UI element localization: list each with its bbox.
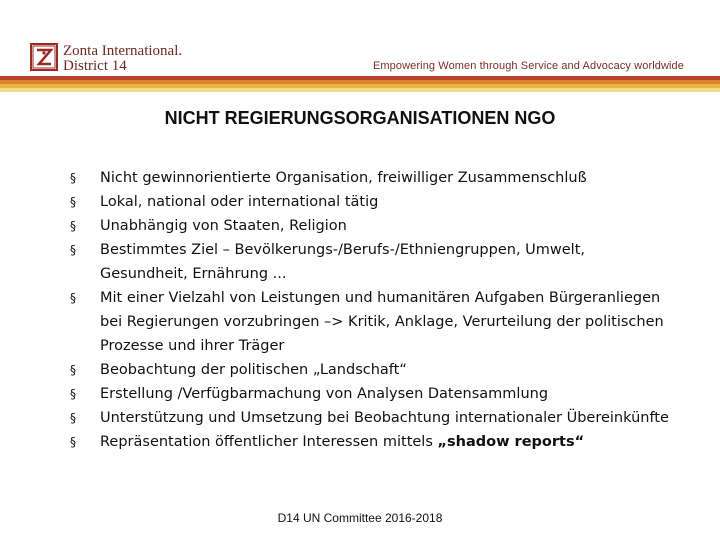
bullet-icon: § [70, 435, 76, 449]
slide-header [0, 0, 720, 100]
bullet-icon: § [70, 195, 76, 209]
stripe-4 [0, 88, 720, 92]
header-stripes [0, 76, 720, 94]
list-item [70, 382, 670, 406]
bullet-text: Repräsentation öffentlicher Interessen mittels [100, 434, 433, 450]
slide-footer: D14 UN Committee 2016-2018 [277, 511, 443, 525]
bullet-text: Unterstützung und Umsetzung bei Beobachtung internationaler Übereinkünfte [100, 410, 669, 426]
bullet-text: Bestimmtes Ziel – Bevölkerungs-/Berufs-/Ethniengruppen, Umwelt, Gesundheit, Ernährung ... [100, 242, 585, 282]
bullet-icon: § [70, 411, 76, 425]
logo-line-2: District 14 [63, 58, 127, 74]
bullet-text: Unabhängig von Staaten, Religion [100, 218, 347, 234]
list-item [70, 430, 670, 454]
bullet-text: Erstellung /Verfügbarmachung von Analysen Datensammlung [100, 386, 549, 402]
logo-line-1: Zonta International. [63, 43, 183, 59]
bullet-icon: § [70, 291, 76, 305]
list-item [70, 358, 670, 382]
logo-wordmark [63, 44, 182, 74]
bullet-bold-text: „shadow reports“ [437, 434, 585, 450]
list-item [70, 286, 670, 358]
slide-title: NICHT REGIERUNGSORGANISATIONEN NGO [164, 108, 556, 128]
zonta-logo-icon [30, 43, 58, 71]
bullet-icon: § [70, 387, 76, 401]
bullet-icon: § [70, 219, 76, 233]
bullet-list [70, 166, 670, 454]
list-item [70, 406, 670, 430]
list-item [70, 166, 670, 190]
header-tagline: Empowering Women through Service and Advocacy worldwide [372, 60, 684, 72]
list-item [70, 190, 670, 214]
bullet-text: Nicht gewinnorientierte Organisation, freiwilliger Zusammenschluß [100, 170, 587, 186]
bullet-text: Mit einer Vielzahl von Leistungen und humanitären Aufgaben Bürgeranliegen bei Regierungen vorzubringen –> Kritik, Anklage, Verurteilung der politischen Prozesse und ihrer Träger [100, 290, 664, 354]
list-item [70, 214, 670, 238]
bullet-icon: § [70, 363, 76, 377]
bullet-text: Lokal, national oder international tätig [100, 194, 379, 210]
bullet-text: Beobachtung der politischen „Landschaft“ [100, 362, 407, 378]
bullet-icon: § [70, 243, 76, 257]
bullet-icon: § [70, 171, 76, 185]
list-item [70, 238, 670, 286]
